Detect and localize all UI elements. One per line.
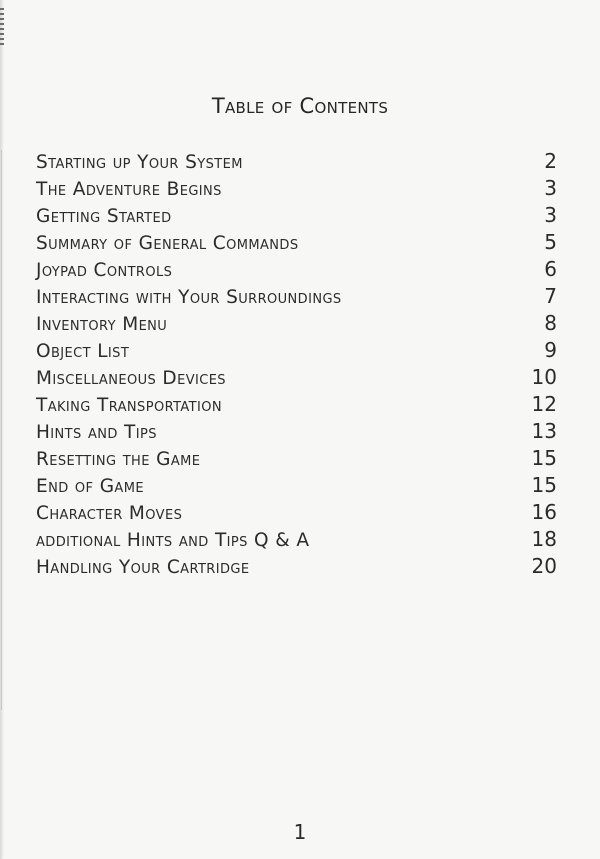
toc-entry-label: Character Moves — [36, 503, 183, 524]
toc-entry — [36, 283, 557, 310]
toc-entry — [36, 229, 557, 256]
toc-entry — [36, 256, 557, 283]
toc-entry-page: 9 — [544, 338, 557, 362]
toc-entry — [36, 175, 557, 202]
toc-entry-label: Joypad Controls — [36, 260, 173, 281]
toc-entry — [36, 553, 557, 580]
toc-entry-page: 16 — [531, 500, 557, 524]
toc-entry — [36, 202, 557, 229]
page-number: 1 — [293, 820, 307, 844]
toc-entry-page: 3 — [544, 203, 557, 227]
page-fold-line — [1, 150, 2, 710]
toc-entry — [36, 337, 557, 364]
toc-entry-page: 6 — [544, 257, 557, 281]
table-of-contents — [36, 148, 557, 580]
toc-entry-page: 2 — [544, 149, 557, 173]
toc-entry-page: 3 — [544, 176, 557, 200]
toc-entry-label: additional Hints and Tips Q & A — [36, 530, 310, 551]
toc-entry-page: 20 — [531, 554, 557, 578]
toc-entry-page: 5 — [544, 230, 557, 254]
toc-entry-label: End of Game — [36, 476, 144, 497]
toc-entry — [36, 472, 557, 499]
toc-entry-label: Taking Transportation — [36, 395, 223, 416]
toc-entry — [36, 148, 557, 175]
toc-entry — [36, 418, 557, 445]
binding-marks — [0, 8, 6, 72]
toc-entry-label: Miscellaneous Devices — [36, 368, 226, 389]
toc-entry-page: 8 — [544, 311, 557, 335]
toc-entry-label: Getting Started — [36, 206, 172, 227]
toc-entry-page: 13 — [531, 419, 557, 443]
toc-entry — [36, 310, 557, 337]
toc-entry — [36, 364, 557, 391]
toc-entry-label: Summary of General Commands — [36, 233, 299, 254]
toc-entry-page: 15 — [531, 473, 557, 497]
page-title: Table of Contents — [211, 94, 389, 118]
toc-entry — [36, 499, 557, 526]
toc-entry-page: 7 — [544, 284, 557, 308]
toc-entry — [36, 526, 557, 553]
toc-entry-label: The Adventure Begins — [36, 179, 222, 200]
toc-entry — [36, 391, 557, 418]
toc-entry — [36, 445, 557, 472]
toc-entry-label: Resetting the Game — [36, 449, 201, 470]
toc-entry-page: 15 — [531, 446, 557, 470]
toc-entry-label: Starting up Your System — [36, 152, 243, 173]
toc-entry-label: Hints and Tips — [36, 422, 157, 443]
toc-entry-label: Object List — [36, 341, 130, 362]
toc-entry-label: Handling Your Cartridge — [36, 557, 250, 578]
toc-entry-page: 18 — [531, 527, 557, 551]
toc-entry-label: Interacting with Your Surroundings — [36, 287, 342, 308]
toc-entry-page: 12 — [531, 392, 557, 416]
toc-entry-page: 10 — [531, 365, 557, 389]
toc-entry-label: Inventory Menu — [36, 314, 168, 335]
